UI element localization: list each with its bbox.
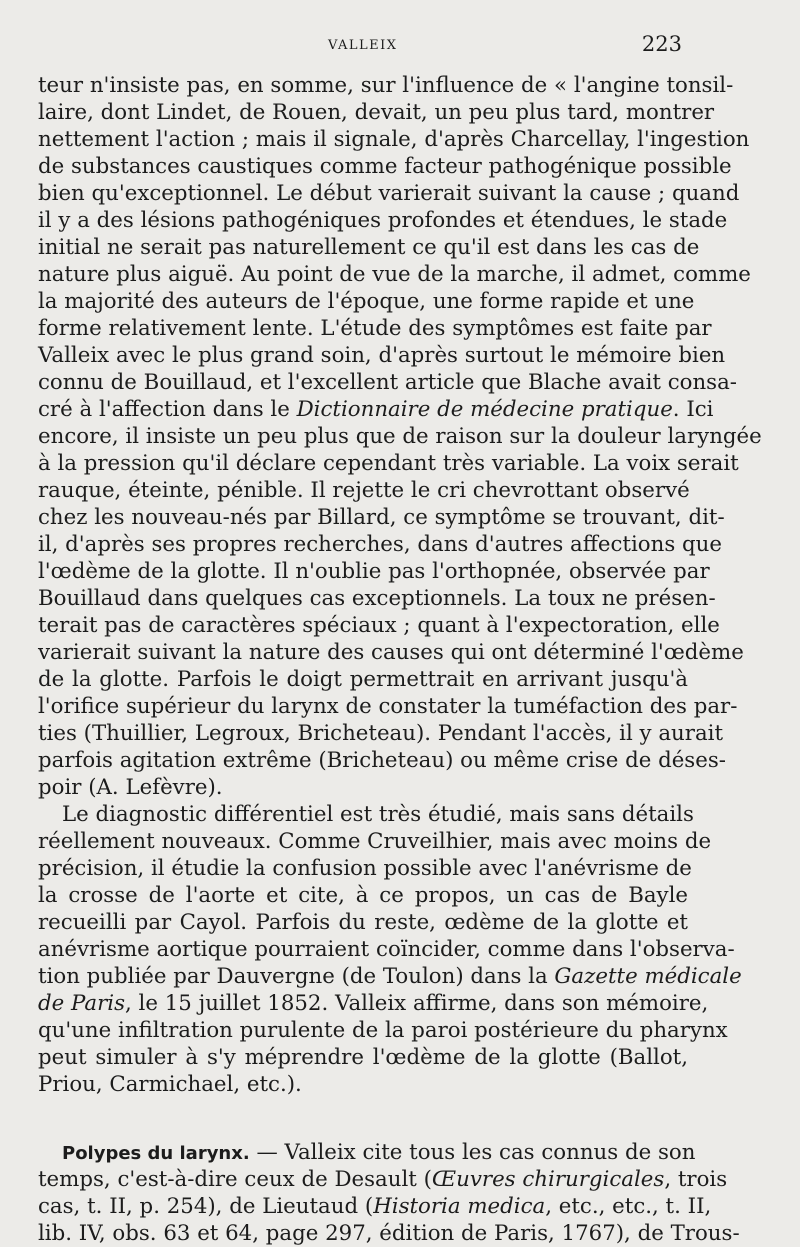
text-line: laire, dont Lindet, de Rouen, devait, un peu plus tard, montrer <box>38 100 715 125</box>
text-line: Valleix avec le plus grand soin, d'après surtout le mémoire bien <box>38 343 726 368</box>
page-number: 223 <box>641 32 682 56</box>
text-line: ties (Thuillier, Legroux, Bricheteau). Pendant l'accès, il y aurait <box>38 721 724 746</box>
text-line <box>38 396 714 423</box>
text-line: lib. IV, obs. 63 et 64, page 297, édition de Paris, 1767), de Trous- <box>38 1221 740 1246</box>
text-line: chez les nouveau-nés par Billard, ce symptôme se trouvant, dit- <box>38 505 725 530</box>
text-segment: cré à l'affection dans le <box>38 397 297 422</box>
text-segment: . Ici <box>672 397 714 422</box>
text-line: précision, il étudie la confusion possible avec l'anévrisme de <box>38 856 692 881</box>
text-line: à la pression qu'il déclare cependant très variable. La voix serait <box>38 451 739 476</box>
text-line <box>38 963 742 990</box>
text-line: forme relativement lente. L'étude des symptômes est faite par <box>38 316 712 341</box>
text-line <box>38 1166 728 1193</box>
text-line: connu de Bouillaud, et l'excellent article que Blache avait consa- <box>38 370 738 395</box>
running-head <box>0 32 800 62</box>
text-line: Bouillaud dans quelques cas exceptionnels. La toux ne présen- <box>38 586 716 611</box>
text-line: la majorité des auteurs de l'époque, une forme rapide et une <box>38 289 695 314</box>
dictionary-title: Dictionnaire de médecine pratique <box>296 397 673 422</box>
text-line: varierait suivant la nature des causes qui ont déterminé l'œdème <box>38 640 744 665</box>
text-line <box>38 1193 712 1220</box>
body-text <box>38 72 762 1247</box>
text-line: anévrisme aortique pourraient coïncider, comme dans l'observa- <box>38 937 735 962</box>
text-line: de la glotte. Parfois le doigt permettrait en arrivant jusqu'à <box>38 667 688 692</box>
text-line: Le diagnostic différentiel est très étudié, mais sans détails <box>62 802 694 827</box>
text-line: il y a des lésions pathogéniques profondes et étendues, le stade <box>38 208 728 233</box>
text-line: bien qu'exceptionnel. Le début varierait suivant la cause ; quand <box>38 181 740 206</box>
gazette-title-cont: de Paris <box>38 991 125 1016</box>
text-segment: tion publiée par Dauvergne (de Toulon) dans la <box>38 964 555 989</box>
text-line: l'œdème de la glotte. Il n'oublie pas l'orthopnée, observée par <box>38 559 710 584</box>
paragraph-3 <box>38 1139 740 1247</box>
text-line: teur n'insiste pas, en somme, sur l'influence de « l'angine tonsil- <box>38 73 734 98</box>
oeuvres-title: Œuvres chirurgicales <box>431 1167 665 1192</box>
text-line: poir (A. Lefèvre). <box>38 775 223 800</box>
text-line: il, d'après ses propres recherches, dans d'autres affections que <box>38 532 722 557</box>
text-line <box>38 990 709 1017</box>
section-heading: Polypes du larynx. <box>62 1143 250 1164</box>
text-line: peut simuler à s'y méprendre l'œdème de la glotte (Ballot, <box>38 1045 688 1070</box>
text-line: nettement l'action ; mais il signale, d'après Charcellay, l'ingestion <box>38 127 750 152</box>
text-segment: cas, t. II, p. 254), de Lieutaud ( <box>38 1194 374 1219</box>
text-segment: temps, c'est-à-dire ceux de Desault ( <box>38 1167 432 1192</box>
gazette-title: Gazette médicale <box>554 964 742 989</box>
text-line: qu'une infiltration purulente de la paroi postérieure du pharynx <box>38 1018 728 1043</box>
text-line: recueilli par Cayol. Parfois du reste, œdème de la glotte et <box>38 910 688 935</box>
text-line: nature plus aiguë. Au point de vue de la marche, il admet, comme <box>38 262 751 287</box>
historia-title: Historia medica <box>373 1194 546 1219</box>
text-segment: , trois <box>664 1167 728 1192</box>
text-line: réellement nouveaux. Comme Cruveilhier, mais avec moins de <box>38 829 712 854</box>
text-segment: , le 15 juillet 1852. Valleix affirme, dans son mémoire, <box>125 991 709 1016</box>
text-line: Priou, Carmichael, etc.). <box>38 1072 302 1097</box>
text-line: initial ne serait pas naturellement ce qu'il est dans les cas de <box>38 235 700 260</box>
text-line: terait pas de caractères spéciaux ; quant à l'expectoration, elle <box>38 613 720 638</box>
paragraph-gap <box>38 1098 688 1139</box>
running-head-title: VALLEIX <box>328 38 398 53</box>
paragraph-1 <box>38 72 762 801</box>
text-segment: — Valleix cite tous les cas connus de son <box>249 1140 696 1165</box>
text-line: rauque, éteinte, pénible. Il rejette le cri chevrottant observé <box>38 478 690 503</box>
text-line <box>38 1139 696 1166</box>
paragraph-2 <box>38 801 742 1098</box>
text-line: encore, il insiste un peu plus que de raison sur la douleur laryngée <box>38 424 762 449</box>
text-line: la crosse de l'aorte et cite, à ce propos, un cas de Bayle <box>38 883 688 908</box>
text-line: l'orifice supérieur du larynx de constater la tuméfaction des par- <box>38 694 738 719</box>
text-segment: , etc., etc., t. II, <box>545 1194 712 1219</box>
text-line: de substances caustiques comme facteur pathogénique possible <box>38 154 732 179</box>
text-line: parfois agitation extrême (Bricheteau) ou même crise de déses- <box>38 748 726 773</box>
